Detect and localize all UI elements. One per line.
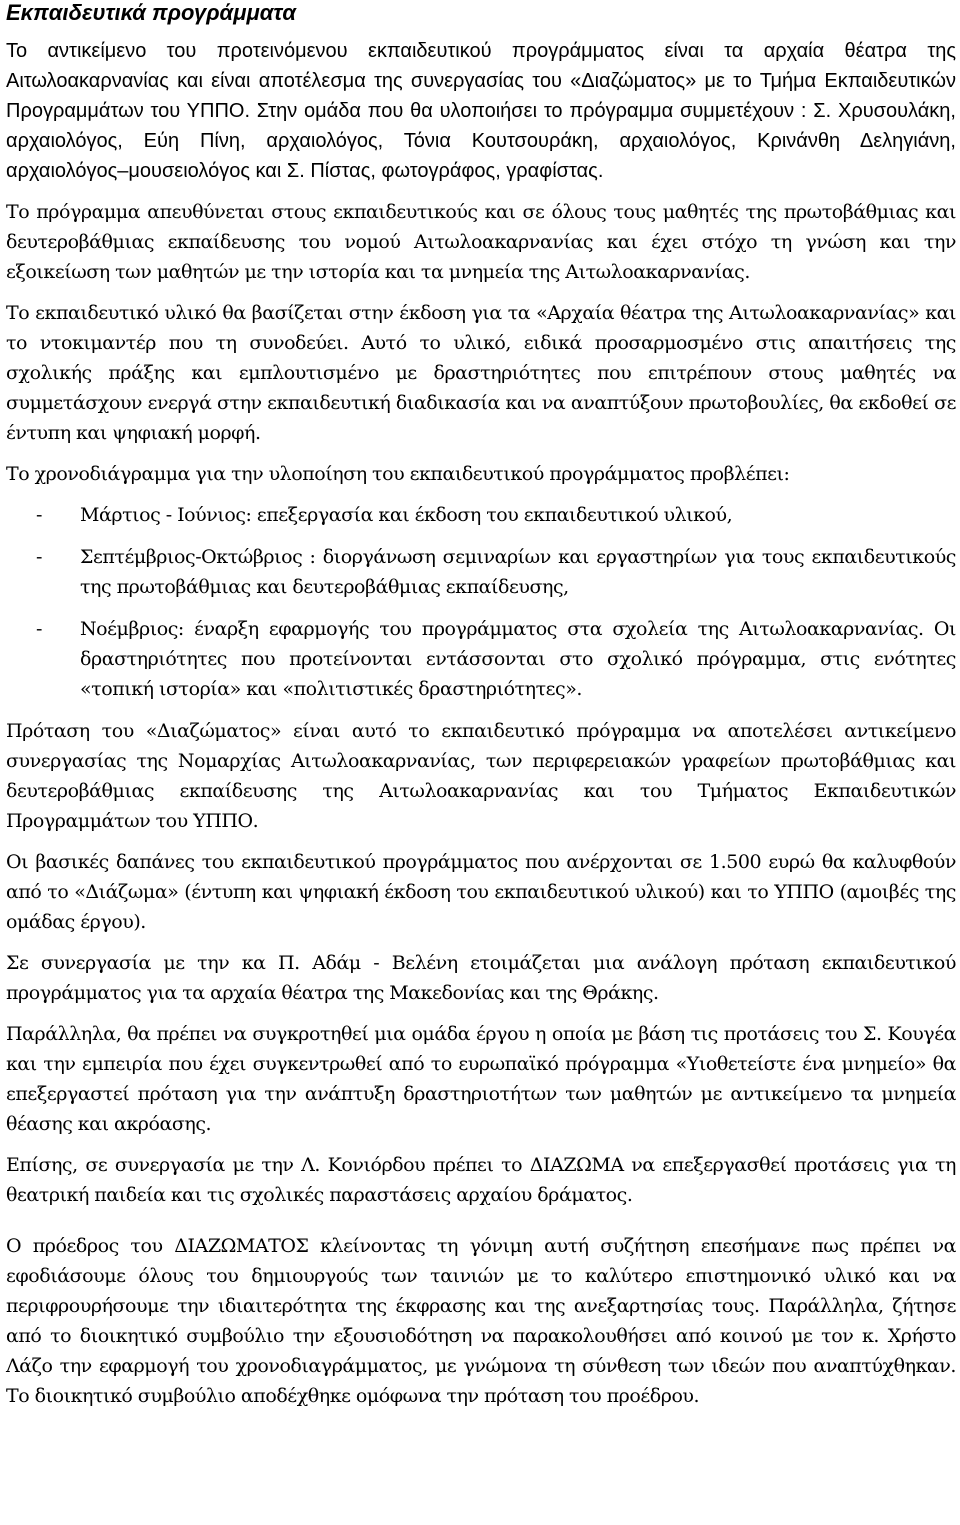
paragraph-material: Το εκπαιδευτικό υλικό θα βασίζεται στην έκδοση για τα «Αρχαία θέατρα της Αιτωλοακαρνανίας» και το ντοκιμαντέρ που τη συνοδεύει. Αυτό το υλικό, ειδικά προσαρμοσμένο στις απαιτήσεις της σχολικής πράξης και εμπλουτισμένο με δραστηριότητες που επιτρέπουν στους μαθητές να συμμετάσχουν ενεργά στην εκπαιδευτική διαδικασία και να αναπτύξουν πρωτοβουλίες, θα εκδοθεί σε έντυπη και ψηφιακή μορφή. [6, 302, 956, 444]
timeline-list [6, 500, 956, 704]
timeline-item-text: Νοέμβριος: έναρξη εφαρμογής του προγράμματος στα σχολεία της Αιτωλοακαρνανίας. Οι δραστηριότητες που προτείνονται εντάσσονται στο σχολικό πρόγραμμα, στις ενότητες «τοπική ιστορία» και «πολιτιστικές δραστηριότητες». [80, 618, 956, 700]
list-dash: - [36, 618, 42, 640]
paragraph-costs: Οι βασικές δαπάνες του εκπαιδευτικού προγράμματος που ανέρχονται σε 1.500 ευρώ θα καλυφθούν από το «Διάζωμα» (έντυπη και ψηφιακή έκδοση του εκπαιδευτικού υλικού) και το ΥΠΠΟ (αμοιβές της ομάδας έργου). [6, 851, 956, 933]
timeline-item-text: Σεπτέμβριος-Οκτώβριος : διοργάνωση σεμιναρίων και εργαστηρίων για τους εκπαιδευτικούς της πρωτοβάθμιας και δευτεροβάθμιας εκπαίδευσης, [80, 546, 956, 598]
paragraph-audience: Το πρόγραμμα απευθύνεται στους εκπαιδευτικούς και σε όλους τους μαθητές της πρωτοβάθμιας και δευτεροβάθμιας εκπαίδευσης του νομού Αιτωλοακαρνανίας και έχει στόχο τη γνώση και την εξοικείωση των μαθητών με την ιστορία και τα μνημεία της Αιτωλοακαρνανίας. [6, 201, 956, 283]
paragraph-president-closing: Ο πρόεδρος του ΔΙΑΖΩΜΑΤΟΣ κλείνοντας τη γόνιμη αυτή συζήτηση επεσήμανε πως πρέπει να εφοδιάσουμε όλους του δημιουργούς των ταινιών με το καλύτερο επιστημονικό υλικό και να περιφρουρήσουμε την ιδιαιτερότητα της έκφρασης και της ανεξαρτησίας τους. Παράλληλα, ζήτησε από το διοικητικό συμβούλιο την εξουσιοδότηση να παρακολουθήσει από κοινού με τον κ. Χρήστο Λάζο την εφαρμογή του χρονοδιαγράμματος, με γνώμονα τη σύνθεση των ιδεών που αναπτύχθηκαν. Το διοικητικό συμβούλιο αποδέχθηκε ομόφωνα την πρόταση του προέδρου. [6, 1235, 956, 1407]
list-dash: - [36, 504, 42, 526]
list-dash: - [36, 546, 42, 568]
timeline-item-text: Μάρτιος - Ιούνιος: επεξεργασία και έκδοση του εκπαιδευτικού υλικού, [80, 504, 733, 526]
paragraph-macedonia: Σε συνεργασία με την κα Π. Αδάμ - Βελένη ετοιμάζεται μια ανάλογη πρόταση εκπαιδευτικού προγράμματος για τα αρχαία θέατρα της Μακεδονίας και της Θράκης. [6, 952, 956, 1004]
timeline-item [6, 542, 956, 602]
timeline-item [6, 614, 956, 704]
paragraph-theatre-education: Επίσης, σε συνεργασία με την Λ. Κονιόρδου πρέπει το ΔΙΑΖΩΜΑ να επεξεργασθεί προτάσεις για τη θεατρική παιδεία και τις σχολικές παραστάσεις αρχαίου δράματος. [6, 1154, 956, 1206]
timeline-item [6, 500, 956, 530]
paragraph-project-team: Παράλληλα, θα πρέπει να συγκροτηθεί μια ομάδα έργου η οποία με βάση τις προτάσεις του Σ. Κουγέα και την εμπειρία που έχει συγκεντρωθεί από το ευρωπαϊκό πρόγραμμα «Υιοθετείστε ένα μνημείο» θα επεξεργαστεί πρόταση για την ανάπτυξη δραστηριοτήτων των μαθητών με αντικείμενο τα μνημεία θέασης και ακρόασης. [6, 1023, 956, 1135]
paragraph-spacer [6, 1221, 956, 1231]
paragraph-timeline-intro: Το χρονοδιάγραμμα για την υλοποίηση του εκπαιδευτικού προγράμματος προβλέπει: [6, 463, 790, 485]
paragraph-proposal: Πρόταση του «Διαζώματος» είναι αυτό το εκπαιδευτικό πρόγραμμα να αποτελέσει αντικείμενο συνεργασίας της Νομαρχίας Αιτωλοακαρνανίας, των περιφερειακών γραφείων πρωτοβάθμιας και δευτεροβάθμιας εκπαίδευσης της Αιτωλοακαρνανίας και του Τμήματος Εκπαιδευτικών Προγραμμάτων του ΥΠΠΟ. [6, 720, 956, 832]
paragraph-program-team: Το αντικείμενο του προτεινόμενου εκπαιδευτικού προγράμματος είναι τα αρχαία θέατρα της Αιτωλοακαρνανίας και είναι αποτέλεσμα της συνεργασίας του «Διαζώματος» με το Τμήμα Εκπαιδευτικών Προγραμμάτων του ΥΠΠΟ. Στην ομάδα που θα υλοποιήσει το πρόγραμμα συμμετέχουν : Σ. Χρυσουλάκη, αρχαιολόγος, Εύη Πίνη, αρχαιολόγος, Τόνια Κουτσουράκη, αρχαιολόγος, Κρινάνθη Δεληγιάνη, αρχαιολόγος–μουσειολόγος και Σ. Πίστας, φωτογράφος, γραφίστας. [6, 40, 956, 182]
section-heading: Εκπαιδευτικά προγράμματα [6, 0, 297, 25]
